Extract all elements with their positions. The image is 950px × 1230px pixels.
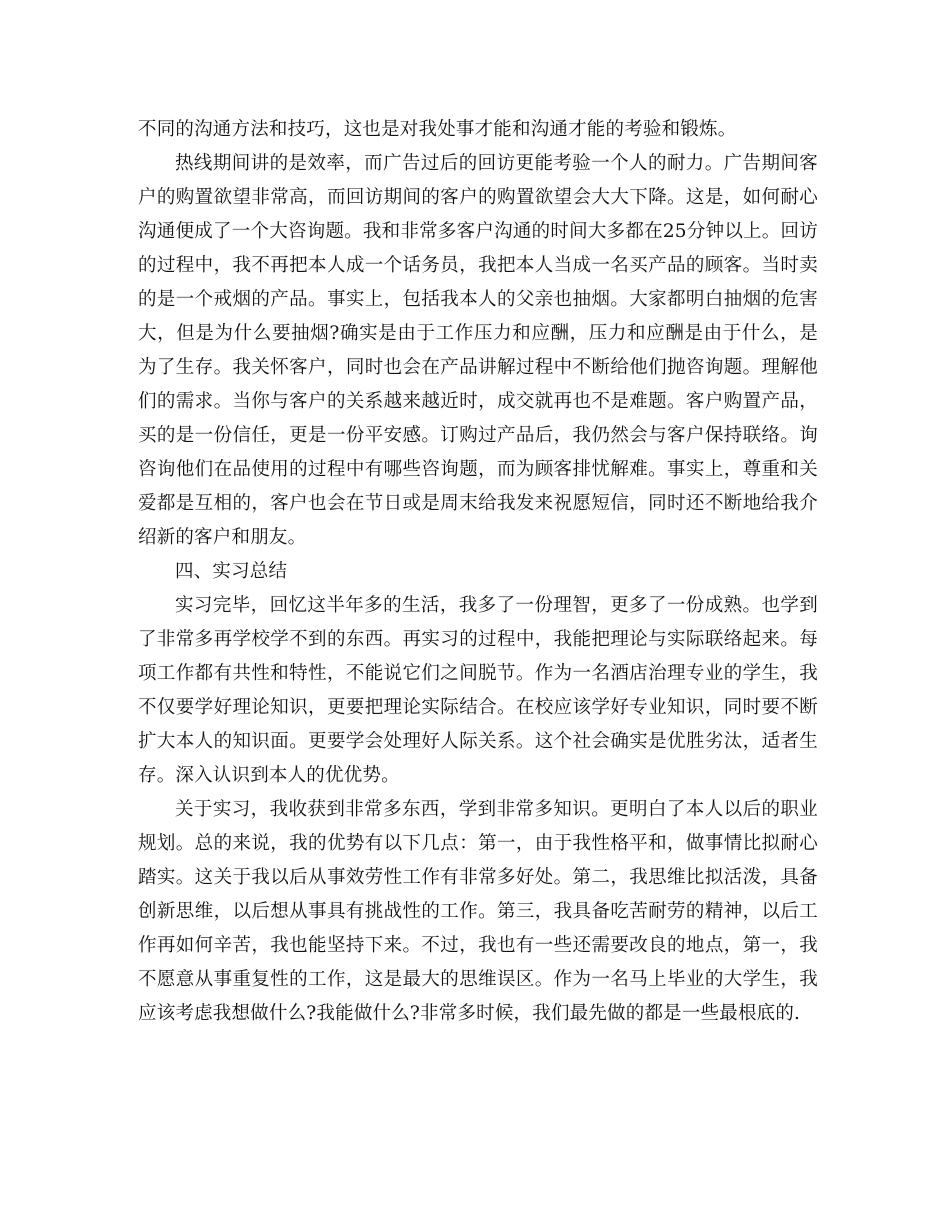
paragraph-continuation: 不同的沟通方法和技巧，这也是对我处事才能和沟通才能的考验和锻炼。 [138,119,737,140]
section-heading-internship-summary: 四、实习总结 [175,561,288,582]
paragraph-hotline-followup: 热线期间讲的是效率，而广告过后的回访更能考验一个人的耐力。广告期间客户的购置欲望非常高，而回访期间的客户的购置欲望会大大下降。这是，如何耐心沟通便成了一个大咨询题。我和非常多客户沟通的时间大多都在25分钟以上。回访的过程中，我不再把本人成一个话务员，我把本人当成一名买产品的顾客。当时卖的是一个戒烟的产品。事实上，包括我本人的父亲也抽烟。大家都明白抽烟的危害大，但是为什么要抽烟?确实是由于工作压力和应酬，压力和应酬是由于什么，是为了生存。我关怀客户，同时也会在产品讲解过程中不断给他们抛咨询题。理解他们的需求。当你与客户的关系越来越近时，成交就再也不是难题。客户购置产品，买的是一份信任，更是一份平安感。订购过产品后，我仍然会与客户保持联络。询咨询他们在品使用的过程中有哪些咨询题，而为顾客排忧解难。事实上，尊重和关爱都是互相的，客户也会在节日或是周末给我发来祝愿短信，同时还不断地给我介绍新的客户和朋友。 [138,153,818,548]
paragraph-career-planning: 关于实习，我收获到非常多东西，学到非常多知识。更明白了本人以后的职业规划。总的来说，我的优势有以下几点：第一，由于我性格平和，做事情比拟耐心踏实。这关于我以后从事效劳性工作有非常多好处。第二，我思维比拟活泼，具备创新思维，以后想从事具有挑战性的工作。第三，我具备吃苦耐劳的精神，以后工作再如何辛苦，我也能坚持下来。不过，我也有一些还需要改良的地点，第一，我不愿意从事重复性的工作，这是最大的思维误区。作为一名马上毕业的大学生，我应该考虑我想做什么?我能做什么?非常多时候，我们最先做的都是一些最根底的. [138,799,818,1024]
paragraph-internship-summary: 实习完毕，回忆这半年多的生活，我多了一份理智，更多了一份成熟。也学到了非常多再学校学不到的东西。再实习的过程中，我能把理论与实际联络起来。每项工作都有共性和特性，不能说它们之间脱节。作为一名酒店治理专业的学生，我不仅要学好理论知识，更要把理论实际结合。在校应该学好专业知识，同时要不断扩大本人的知识面。更要学会处理好人际关系。这个社会确实是优胜劣汰，适者生存。深入认识到本人的优优势。 [138,595,818,786]
document-body [138,113,818,1031]
